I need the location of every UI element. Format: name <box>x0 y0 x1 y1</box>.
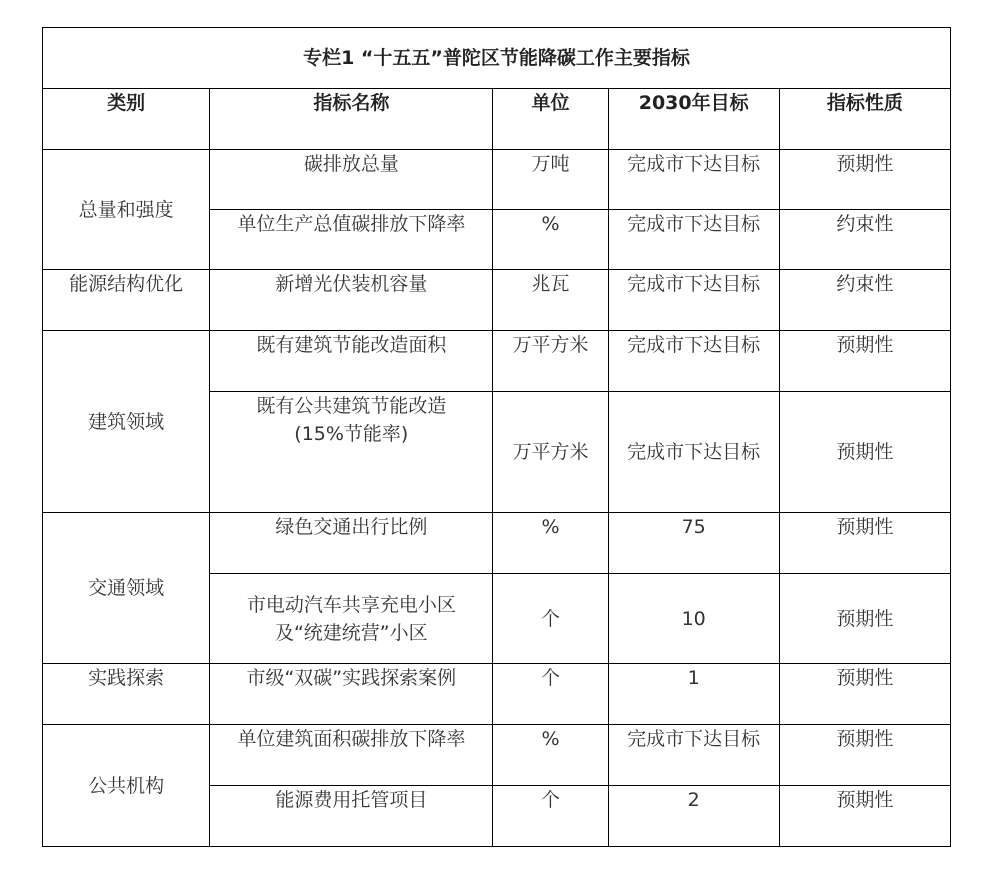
unit-cell: 万平方米 <box>493 331 608 392</box>
indicator-name-cell: 绿色交通出行比例 <box>210 513 493 574</box>
table-row <box>43 725 951 786</box>
category-cell: 交通领域 <box>43 513 210 664</box>
nature-cell: 预期性 <box>779 331 950 392</box>
nature-cell: 约束性 <box>779 270 950 331</box>
indicator-name-cell: 能源费用托管项目 <box>210 786 493 847</box>
header-unit: 单位 <box>493 89 608 150</box>
table-row <box>43 331 951 392</box>
table-row <box>43 664 951 725</box>
indicator-name-line: 既有公共建筑节能改造 <box>256 395 447 417</box>
header-indicator-name: 指标名称 <box>210 89 493 150</box>
target-cell: 1 <box>608 664 779 725</box>
table-row <box>43 150 951 210</box>
target-cell: 75 <box>608 513 779 574</box>
nature-cell: 预期性 <box>779 150 950 210</box>
unit-cell: % <box>493 210 608 270</box>
target-cell: 完成市下达目标 <box>608 270 779 331</box>
indicator-name-cell: 单位生产总值碳排放下降率 <box>210 210 493 270</box>
category-cell: 公共机构 <box>43 725 210 847</box>
nature-cell: 预期性 <box>779 574 950 664</box>
target-cell: 完成市下达目标 <box>608 725 779 786</box>
indicator-name-line: (15%节能率) <box>294 423 409 445</box>
header-nature: 指标性质 <box>779 89 950 150</box>
indicator-name-cell <box>210 392 493 513</box>
table-row <box>43 513 951 574</box>
category-cell: 总量和强度 <box>43 150 210 270</box>
title-row <box>43 28 951 89</box>
target-cell: 完成市下达目标 <box>608 331 779 392</box>
unit-cell: 个 <box>493 786 608 847</box>
unit-cell: 兆瓦 <box>493 270 608 331</box>
indicator-name-cell: 既有建筑节能改造面积 <box>210 331 493 392</box>
target-cell: 10 <box>608 574 779 664</box>
table-row <box>43 270 951 331</box>
category-cell: 建筑领域 <box>43 331 210 513</box>
unit-cell: 万吨 <box>493 150 608 210</box>
nature-cell: 预期性 <box>779 664 950 725</box>
category-cell: 能源结构优化 <box>43 270 210 331</box>
indicator-table <box>42 27 951 847</box>
target-cell: 2 <box>608 786 779 847</box>
indicator-name-cell: 碳排放总量 <box>210 150 493 210</box>
unit-cell: 个 <box>493 574 608 664</box>
indicator-name-cell: 单位建筑面积碳排放下降率 <box>210 725 493 786</box>
nature-cell: 预期性 <box>779 392 950 513</box>
category-cell: 实践探索 <box>43 664 210 725</box>
header-row <box>43 89 951 150</box>
indicator-name-cell: 市级“双碳”实践探索案例 <box>210 664 493 725</box>
nature-cell: 约束性 <box>779 210 950 270</box>
target-cell: 完成市下达目标 <box>608 392 779 513</box>
indicator-name-cell: 新增光伏装机容量 <box>210 270 493 331</box>
nature-cell: 预期性 <box>779 725 950 786</box>
unit-cell: 个 <box>493 664 608 725</box>
unit-cell: % <box>493 513 608 574</box>
target-cell: 完成市下达目标 <box>608 150 779 210</box>
unit-cell: 万平方米 <box>493 392 608 513</box>
indicator-name-cell <box>210 574 493 664</box>
indicator-name-line: 及“统建统营”小区 <box>274 621 428 644</box>
table-title: 专栏1 “十五五”普陀区节能降碳工作主要指标 <box>43 28 951 89</box>
header-category: 类别 <box>43 89 210 150</box>
header-target-2030: 2030年目标 <box>608 89 779 150</box>
nature-cell: 预期性 <box>779 513 950 574</box>
unit-cell: % <box>493 725 608 786</box>
indicator-name-line: 市电动汽车共享充电小区 <box>246 593 456 616</box>
target-cell: 完成市下达目标 <box>608 210 779 270</box>
nature-cell: 预期性 <box>779 786 950 847</box>
